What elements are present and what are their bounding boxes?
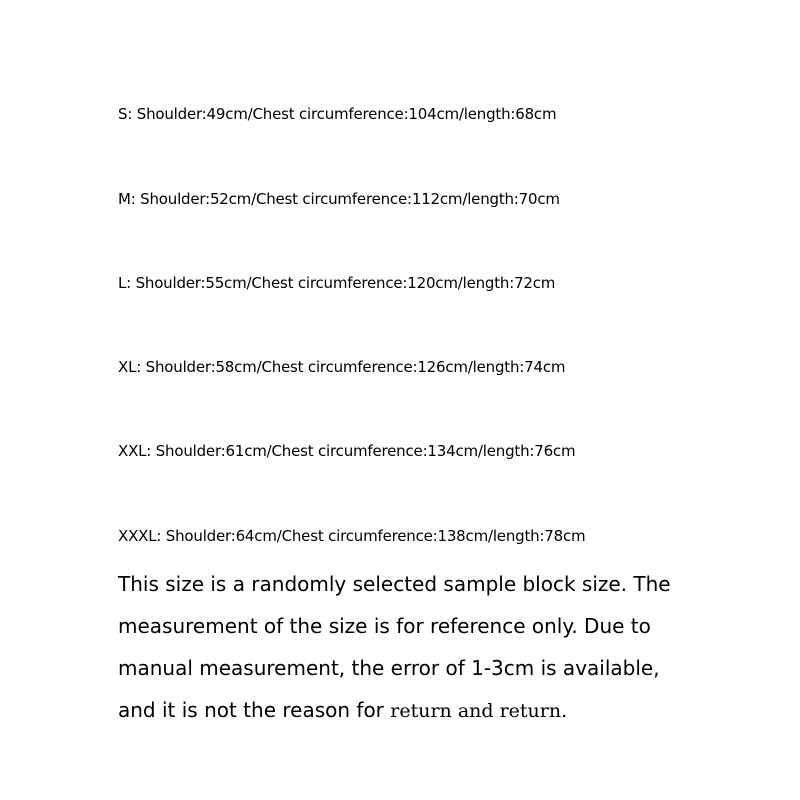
- disclaimer-line-4: [118, 689, 758, 732]
- disclaimer-line-4-tail: return and return.: [390, 700, 568, 722]
- size-s-line: S: Shoulder:49cm/Chest circumference:104cm/length:68cm: [118, 105, 557, 123]
- size-l-line: L: Shoulder:55cm/Chest circumference:120cm/length:72cm: [118, 274, 556, 292]
- disclaimer-line-4-main: and it is not the reason for: [118, 698, 391, 722]
- size-disclaimer: [118, 563, 758, 732]
- disclaimer-line-3: manual measurement, the error of 1-3cm is available,: [118, 656, 660, 680]
- size-xxl-line: XXL: Shoulder:61cm/Chest circumference:134cm/length:76cm: [118, 442, 576, 460]
- disclaimer-line-2: measurement of the size is for reference only. Due to: [118, 614, 651, 638]
- disclaimer-line-1: This size is a randomly selected sample block size. The: [118, 572, 671, 596]
- size-m-line: M: Shoulder:52cm/Chest circumference:112cm/length:70cm: [118, 190, 560, 208]
- size-xl-line: XL: Shoulder:58cm/Chest circumference:126cm/length:74cm: [118, 358, 566, 376]
- size-xxxl-line: XXXL: Shoulder:64cm/Chest circumference:138cm/length:78cm: [118, 527, 586, 545]
